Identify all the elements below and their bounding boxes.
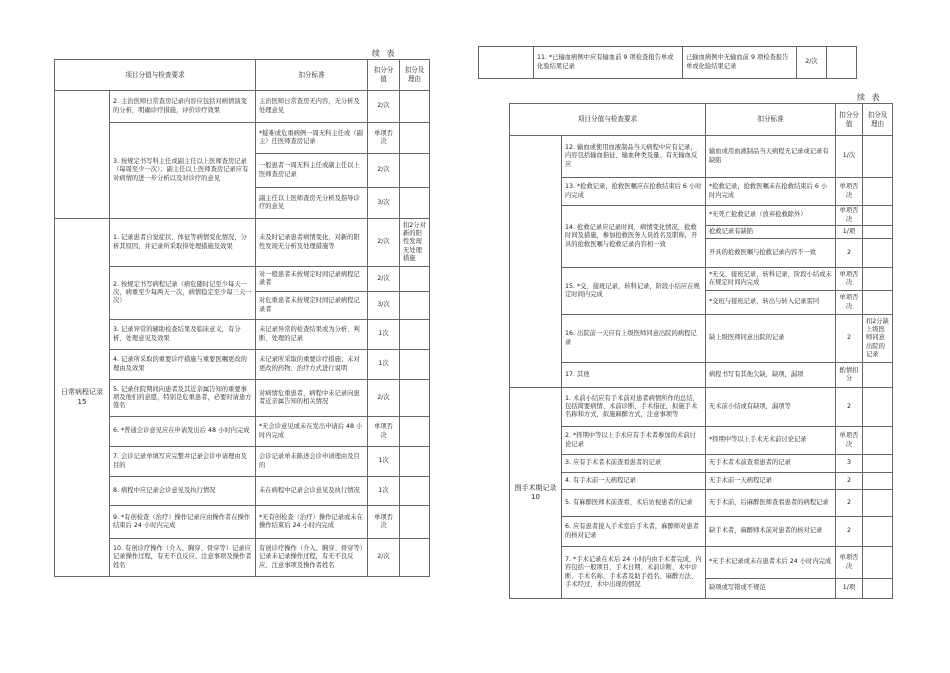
top-right-table [478, 46, 857, 79]
standard-cell: 无手术者术前查看患者的记录 [706, 455, 836, 473]
reason-cell [863, 473, 893, 490]
standard-cell: 未在病程中记录会诊意见及执行情况 [256, 477, 368, 506]
standard-cell: 无手术前一天病程记录 [706, 473, 836, 490]
reason-cell [863, 579, 893, 599]
table-row [55, 477, 430, 506]
reason-cell [863, 291, 893, 315]
reason-cell [400, 417, 430, 447]
standard-cell: 副主任以上医师查房无分析及指导诊疗的意见 [256, 188, 368, 219]
table-row [55, 506, 430, 539]
requirement-cell: 11. *已输血病例中应有输血前 9 项检查报告单或化验结果记录 [534, 47, 683, 79]
category-cell: 日常病程记录 15 [55, 219, 110, 577]
standard-cell: 未及时记录患者病情变化，对新的阳性发现无分析及处理措施等 [256, 219, 368, 267]
score-cell: 3/次 [368, 188, 400, 219]
reason-cell [863, 239, 893, 268]
requirement-cell: 4. 有手术前一天病程记录 [562, 473, 706, 490]
reason-cell [400, 188, 430, 219]
standard-cell: *无手术记录或未在患者术后 24 小时内完成 [706, 547, 836, 579]
requirement-cell: 17. 其他 [562, 363, 706, 388]
standard-cell: 病程书写有其他欠缺，缺项，漏项 [706, 363, 836, 388]
reason-cell [400, 477, 430, 506]
requirement-cell: 4. 记录所采取的重要诊疗措施与重要医嘱更改的理由及效果 [110, 350, 256, 380]
header-requirement: 项目分值与检查要求 [510, 104, 706, 136]
reason-cell [400, 91, 430, 123]
requirement-cell: 1. 记录患者自觉症状、体征等病情变化情况，分析其原因，并记录所采取得处理措施及效果 [110, 219, 256, 267]
table-row [510, 547, 893, 579]
reason-cell [400, 506, 430, 539]
reason-cell [863, 363, 893, 388]
score-cell: 单项否决 [836, 547, 863, 579]
score-cell: 1次 [368, 447, 400, 477]
score-cell: 单项否决 [368, 417, 400, 447]
score-cell: 3 [836, 455, 863, 473]
standard-cell: *交班与接班记录，转出与转入记录雷同 [706, 291, 836, 315]
score-cell: 2 [836, 473, 863, 490]
table-row [510, 490, 893, 517]
standard-cell: 缺上级医师同意出院的记录 [706, 315, 836, 363]
standard-cell: 有创诊疗操作（介入、胸穿、骨穿等）记录未记录操作过程，有无不良反应、注意事项及操作者姓名 [256, 539, 368, 577]
header-reason: 扣分及理由 [400, 60, 430, 91]
reason-cell [400, 380, 430, 417]
requirement-cell: 9. *有创检查（治疗）操作记录应由操作者在操作结束后 24 小时内完成 [110, 506, 256, 539]
table-row [510, 206, 893, 226]
table-row [510, 455, 893, 473]
reason-cell [863, 547, 893, 579]
reason-cell [863, 268, 893, 291]
requirement-cell: 5. 有麻醉医师术前查看、术后访视患者的记录 [562, 490, 706, 517]
requirement-cell: 16. 出院前一天应有上级医师同意出院的病程记录 [562, 315, 706, 363]
requirement-cell: 5. 记录住院期间向患者及其近亲属告知的重要事项及他们的意愿，特别是危重患者，必要时请患方签名 [110, 380, 256, 417]
header-reason: 扣分及理由 [863, 104, 893, 136]
score-cell: 单项否决 [836, 268, 863, 291]
score-cell: 单项否决 [368, 123, 400, 154]
requirement-cell: 13. *抢救记录，抢救医嘱应在抢救结束后 6 小时内完成 [562, 178, 706, 206]
reason-cell [863, 136, 893, 178]
header-score: 扣分分值 [836, 104, 863, 136]
header-standard: 扣分标准 [256, 60, 368, 91]
score-cell: 1次 [368, 477, 400, 506]
requirement-cell: 2. 主治医师日常查房记录内容应包括对病情演变的分析，明确诊疗措施，评价诊疗效果 [110, 91, 256, 123]
standard-cell: *无死亡抢救记录（放弃抢救除外） [706, 206, 836, 226]
reason-cell [400, 123, 430, 154]
score-cell: 2/次 [368, 267, 400, 292]
score-cell: 2/次 [368, 91, 400, 123]
standard-cell: 对一般患者未按规定时间记录病程记录者 [256, 267, 368, 292]
table-row [55, 350, 430, 380]
table-row [510, 363, 893, 388]
table-row [510, 178, 893, 206]
requirement-cell: 10. 有创诊疗操作（介入、胸穿、骨穿等）记录应记录操作过程，有无不良反应、注意事项及操作者姓名 [110, 539, 256, 577]
requirement-cell: 6. *普通会诊意见应在申请发出后 48 小时内完成 [110, 417, 256, 447]
table-row [510, 473, 893, 490]
requirement-cell: 7. *手术记录在术后 24 小时内由手术者完成，内容包括一般项目、手术日期、术前诊断、术中诊断、手术名称、手术者及助手姓名、麻醉方法、手术经过、术中出现的情况 [562, 547, 706, 599]
requirement-cell: 3. 按规定书写科主任或副主任以上医师查房记录（每周至少一次）；副主任以上医师查房记录应有对病情的进一步分析以及对诊疗的意见 [110, 123, 256, 219]
score-cell: 2/次 [368, 219, 400, 267]
table-row [55, 447, 430, 477]
standard-cell: *疑难或危重病例一周无科主任或（副主）任医师查房记录 [256, 123, 368, 154]
reason-cell [400, 292, 430, 320]
standard-cell: *无交、接班记录，转科记录，阶段小结或未在规定时间内完成 [706, 268, 836, 291]
table-row [55, 380, 430, 417]
score-cell: 单项否决 [836, 427, 863, 455]
standard-cell: 未记录异常的检查结果或为分析、判断、处理的记录 [256, 320, 368, 350]
reason-cell [863, 427, 893, 455]
standard-cell: 主治医师日常查房无内容，无分析及处理意见 [256, 91, 368, 123]
requirement-cell: 15. *交、接班记录，转科记录，阶段小结应在规定时间内完成 [562, 268, 706, 315]
standard-cell: *择期中等以上手术无术前讨论记录 [706, 427, 836, 455]
table-row [55, 539, 430, 577]
standard-cell: 开具的抢救医嘱与抢救记录内容不一致 [706, 239, 836, 268]
reason-cell [400, 154, 430, 188]
reason-cell [863, 226, 893, 239]
score-cell: 1/项 [836, 579, 863, 599]
requirement-cell: 3. 应有手术者术前查看患者的记录 [562, 455, 706, 473]
reason-cell [863, 517, 893, 547]
score-cell: 1次 [368, 320, 400, 350]
requirement-cell: 14. 抢救记录应记录时间，病情变化情况，抢救时间及措施，参加抢救医务人员姓名及职称，开具的抢救医嘱与抢救记录内容相一致 [562, 206, 706, 268]
score-cell: 2 [836, 239, 863, 268]
score-cell: 单项否决 [836, 178, 863, 206]
standard-cell: 会诊记录单未陈述会诊申请理由及目的 [256, 447, 368, 477]
reason-cell [863, 388, 893, 427]
reason-cell [400, 320, 430, 350]
score-cell: 2 [836, 388, 863, 427]
requirement-cell: 8. 病程中应记录会诊意见及执行情况 [110, 477, 256, 506]
reason-cell: 扣2分对新的阳性发现无处理措施 [400, 219, 430, 267]
standard-cell: 无手术前，后麻醉医师查看患者的病程记录 [706, 490, 836, 517]
score-cell: 2 [836, 490, 863, 517]
score-cell: 单项否决 [368, 506, 400, 539]
requirement-cell: 7. 会诊记录单填写应完整并记录会诊申请理由及目的 [110, 447, 256, 477]
standard-cell: 对危重患者未按规定时间记录病程记录者 [256, 292, 368, 320]
table-row [510, 268, 893, 291]
requirement-cell: 1. 术前小结应有手术前对患者病情所作的总结，包括简要病情、术前诊断、手术指征，拟施手术名称和方式，拟施麻醉方式，注意事项等 [562, 388, 706, 427]
score-cell: 1次 [368, 350, 400, 380]
continued-label-right: 续 表 [857, 93, 882, 102]
requirement-cell: 2. 按规定书写病程记录（病危随时记至少每天一次，病重至少每两天一次，病情稳定至少每三天一次） [110, 267, 256, 320]
table-row [510, 136, 893, 178]
score-cell: 单项否决 [836, 206, 863, 226]
score-cell: 2 [836, 517, 863, 547]
header-requirement: 项目分值与检查要求 [55, 60, 256, 91]
standard-cell: *无有创检查（治疗）操作记录或未在操作结束后 24 小时内完成 [256, 506, 368, 539]
right-score-table [509, 103, 893, 599]
reason-cell [400, 539, 430, 577]
category-cell: 围手术期记录 10 [510, 388, 562, 599]
table-header-row [55, 60, 430, 91]
reason-cell [400, 267, 430, 292]
standard-cell: *抢救记录，抢救医嘱未在抢救结束后 6 小时内完成 [706, 178, 836, 206]
table-row [510, 517, 893, 547]
reason-cell [400, 350, 430, 380]
requirement-cell: 12. 输血或使用血液制品当天病程中应有记录，内容包括输血指征、输血种类及量、有无输血反应 [562, 136, 706, 178]
table-row [510, 388, 893, 427]
standard-cell: 缺手术者，麻醉师术前对患者的核对记录 [706, 517, 836, 547]
standard-cell: 未记录所采取的重要诊疗措施；未对更改的药物、治疗方式进行说明 [256, 350, 368, 380]
score-cell: 2/次 [368, 154, 400, 188]
reason-cell: 扣2分缺上级医师同意出院的记录 [863, 315, 893, 363]
left-score-table [54, 59, 430, 577]
reason-cell [863, 455, 893, 473]
standard-cell: 已输血病例中无输血前 9 项检查报告单或化验结果记录 [683, 47, 797, 79]
table-row [55, 417, 430, 447]
table-row [55, 91, 430, 123]
standard-cell: 输血或用血液制品当天病程无记录或记录有缺陷 [706, 136, 836, 178]
standard-cell: 缺项或写错或不规范 [706, 579, 836, 599]
score-cell: 1/项 [836, 226, 863, 239]
standard-cell: 对病情危重患者，病程中未记录向患者近亲属告知的相关情况 [256, 380, 368, 417]
score-cell: 1/次 [836, 136, 863, 178]
header-score: 扣分分值 [368, 60, 400, 91]
table-row [55, 219, 430, 267]
continued-label-left: 续 表 [372, 49, 397, 58]
table-row [510, 315, 893, 363]
table-row [479, 47, 857, 79]
score-cell: 酌情扣分 [836, 363, 863, 388]
score-cell: 2/次 [368, 380, 400, 417]
reason-cell [863, 490, 893, 517]
standard-cell: 一般患者一周无科主任或副主任以上医师查房记录 [256, 154, 368, 188]
table-header-row [510, 104, 893, 136]
score-cell: 2/次 [368, 539, 400, 577]
score-cell: 3/次 [368, 292, 400, 320]
table-row [55, 267, 430, 292]
score-cell: 2/次 [797, 47, 827, 79]
reason-cell [863, 178, 893, 206]
standard-cell: 无术前小结或有缺项，漏项等 [706, 388, 836, 427]
requirement-cell: 6. 应有患者接入手术室后手术者，麻醉师对患者的核对记录 [562, 517, 706, 547]
standard-cell: 抢救记录有缺陷 [706, 226, 836, 239]
header-standard: 扣分标准 [706, 104, 836, 136]
table-row [55, 123, 430, 154]
score-cell: 2 [836, 315, 863, 363]
reason-cell [827, 47, 857, 79]
requirement-cell: 3. 记录异常的辅助检查结果及临床意义，有分析、处理意见及效果 [110, 320, 256, 350]
table-row [55, 320, 430, 350]
reason-cell [400, 447, 430, 477]
standard-cell: *无会诊意见或未在发出申请后 48 小时内完成 [256, 417, 368, 447]
requirement-cell: 2. *择期中等以上手术应有手术者参加的术前讨论记录 [562, 427, 706, 455]
reason-cell [863, 206, 893, 226]
score-cell: 单项否决 [836, 291, 863, 315]
table-row [510, 427, 893, 455]
